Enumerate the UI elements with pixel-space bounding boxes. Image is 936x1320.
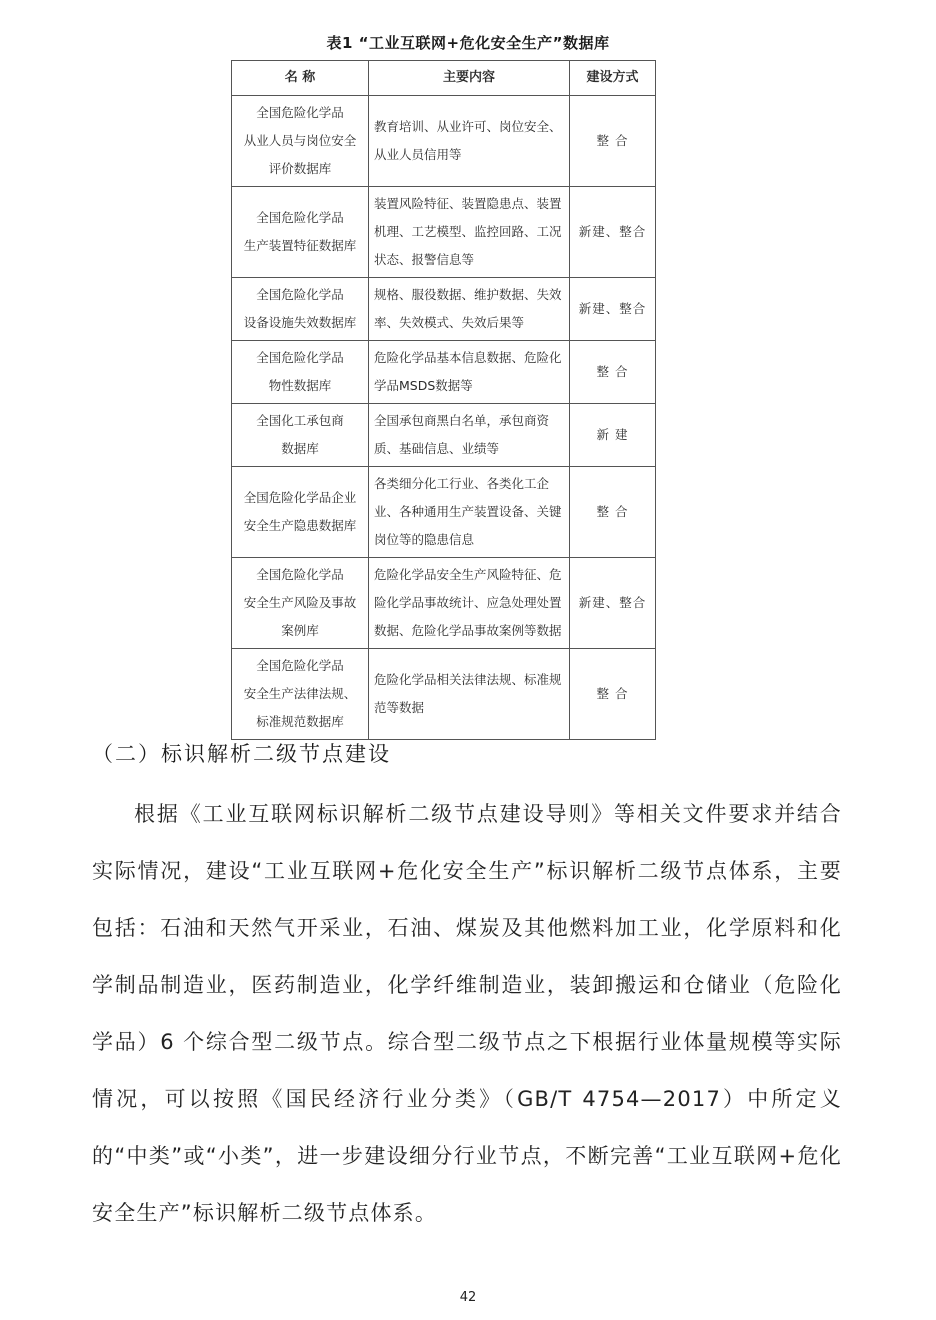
header-content: 主要内容 [369,61,570,96]
row-content: 全国承包商黑白名单，承包商资质、基础信息、业绩等 [369,404,570,467]
header-name: 名 称 [232,61,369,96]
row-name: 全国危险化学品 安全生产风险及事故 案例库 [232,558,369,649]
table-title: 表1 “工业互联网+危化安全生产”数据库 [326,34,610,52]
row-content: 危险化学品相关法律法规、标准规范等数据 [369,649,570,740]
table-row [232,649,656,740]
table-row [232,278,656,341]
row-name: 全国危险化学品 从业人员与岗位安全 评价数据库 [232,96,369,187]
table-row [232,341,656,404]
row-method: 整 合 [570,96,656,187]
row-method: 新建、整合 [570,278,656,341]
row-method: 新建、整合 [570,558,656,649]
row-name: 全国化工承包商 数据库 [232,404,369,467]
row-content: 危险化学品基本信息数据、危险化学品MSDS数据等 [369,341,570,404]
row-name: 全国危险化学品 设备设施失效数据库 [232,278,369,341]
row-content: 危险化学品安全生产风险特征、危险化学品事故统计、应急处理处置数据、危险化学品事故案例等数据 [369,558,570,649]
page-number: 42 [459,1290,477,1305]
header-method: 建设方式 [570,61,656,96]
row-method: 新建、整合 [570,187,656,278]
row-name: 全国危险化学品 安全生产法律法规、 标准规范数据库 [232,649,369,740]
row-method: 新 建 [570,404,656,467]
body-paragraph: 根据《工业互联网标识解析二级节点建设导则》等相关文件要求并结合实际情况，建设“工业互联网+危化安全生产”标识解析二级节点体系，主要包括：石油和天然气开采业，石油、煤炭及其他燃料加工业，化学原料和化学制品制造业，医药制造业，化学纤维制造业，装卸搬运和仓储业（危险化学品）6 个综合型二级节点。综合型二级节点之下根据行业体量规模等实际情况，可以按照《国民经济行业分类》（GB/T 4754—2017）中所定义的“中类”或“小类”，进一步建设细分行业节点，不断完善“工业互联网+危化安全生产”标识解析二级节点体系。 [92,802,842,1225]
row-method: 整 合 [570,341,656,404]
table-header-row [232,61,656,96]
row-content: 各类细分化工行业、各类化工企业、各种通用生产装置设备、关键岗位等的隐患信息 [369,467,570,558]
table-row [232,404,656,467]
row-name: 全国危险化学品企业 安全生产隐患数据库 [232,467,369,558]
row-name: 全国危险化学品 生产装置特征数据库 [232,187,369,278]
table-row [232,467,656,558]
table-row [232,96,656,187]
table-row [232,187,656,278]
table-row [232,558,656,649]
section-heading: （二）标识解析二级节点建设 [92,742,391,766]
row-name: 全国危险化学品 物性数据库 [232,341,369,404]
row-method: 整 合 [570,649,656,740]
database-table [231,60,656,740]
row-method: 整 合 [570,467,656,558]
row-content: 教育培训、从业许可、岗位安全、从业人员信用等 [369,96,570,187]
row-content: 装置风险特征、装置隐患点、装置机理、工艺模型、监控回路、工况状态、报警信息等 [369,187,570,278]
row-content: 规格、服役数据、维护数据、失效率、失效模式、失效后果等 [369,278,570,341]
